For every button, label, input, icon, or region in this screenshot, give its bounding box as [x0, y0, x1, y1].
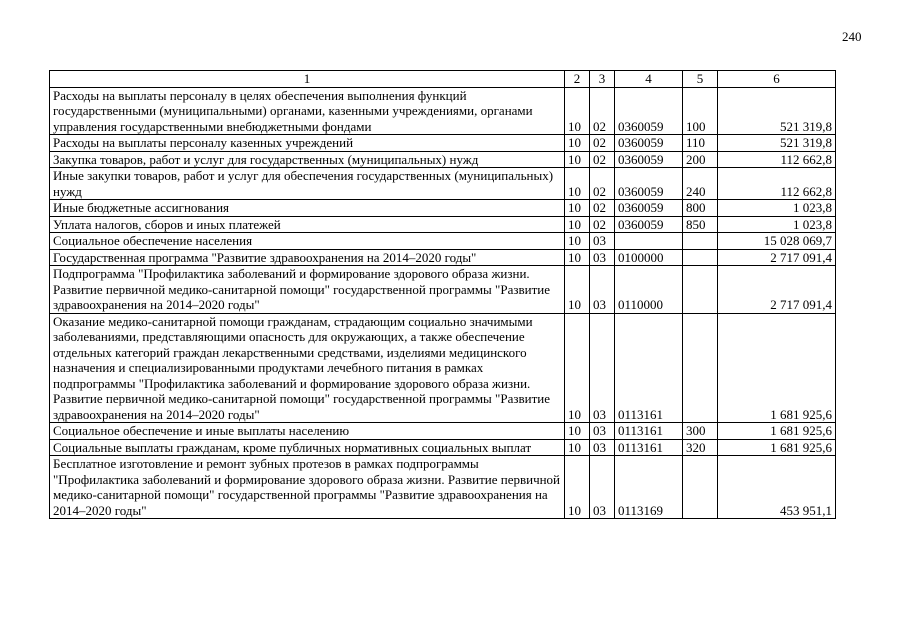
row-name: Социальное обеспечение населения — [50, 233, 565, 250]
row-expense-type — [683, 313, 718, 423]
row-amount: 2 717 091,4 — [718, 249, 836, 266]
row-amount: 1 681 925,6 — [718, 439, 836, 456]
row-expense-type: 800 — [683, 200, 718, 217]
row-target-article: 0360059 — [615, 216, 683, 233]
row-name: Расходы на выплаты персоналу казенных учреждений — [50, 135, 565, 152]
row-subsection: 02 — [590, 135, 615, 152]
row-amount: 1 681 925,6 — [718, 313, 836, 423]
row-expense-type — [683, 233, 718, 250]
row-target-article: 0360059 — [615, 168, 683, 200]
row-section: 10 — [565, 266, 590, 314]
row-subsection: 03 — [590, 266, 615, 314]
row-amount: 453 951,1 — [718, 456, 836, 519]
row-section: 10 — [565, 233, 590, 250]
table-row — [50, 266, 836, 314]
budget-table — [49, 70, 836, 519]
row-target-article: 0113161 — [615, 439, 683, 456]
row-expense-type: 850 — [683, 216, 718, 233]
row-name: Иные бюджетные ассигнования — [50, 200, 565, 217]
row-amount: 1 023,8 — [718, 200, 836, 217]
row-subsection: 03 — [590, 439, 615, 456]
row-section: 10 — [565, 249, 590, 266]
table-row — [50, 456, 836, 519]
row-subsection: 02 — [590, 87, 615, 135]
row-name: Уплата налогов, сборов и иных платежей — [50, 216, 565, 233]
row-name: Расходы на выплаты персоналу в целях обеспечения выполнения функций государственными (муниципальными) органами, казенными учреждениями, органами управления государственными внебюджетными фондами — [50, 87, 565, 135]
row-subsection: 03 — [590, 423, 615, 440]
row-subsection: 02 — [590, 200, 615, 217]
table-row — [50, 249, 836, 266]
row-name: Бесплатное изготовление и ремонт зубных протезов в рамках подпрограммы "Профилактика заболеваний и формирование здорового образа жизни. Развитие первичной медико-санитарной помощи" государственной программы "Развитие здравоохранения на 2014–2020 годы" — [50, 456, 565, 519]
row-expense-type: 100 — [683, 87, 718, 135]
page-number: 240 — [842, 29, 862, 44]
column-header-2: 2 — [565, 71, 590, 88]
row-amount: 2 717 091,4 — [718, 266, 836, 314]
column-header-1: 1 — [50, 71, 565, 88]
row-name: Социальные выплаты гражданам, кроме публичных нормативных социальных выплат — [50, 439, 565, 456]
row-name: Подпрограмма "Профилактика заболеваний и формирование здорового образа жизни. Развитие первичной медико-санитарной помощи" государственной программы "Развитие здравоохранения на 2014–2020 годы" — [50, 266, 565, 314]
row-amount: 112 662,8 — [718, 168, 836, 200]
row-expense-type — [683, 456, 718, 519]
row-subsection: 03 — [590, 313, 615, 423]
column-header-6: 6 — [718, 71, 836, 88]
row-target-article: 0360059 — [615, 135, 683, 152]
row-section: 10 — [565, 456, 590, 519]
row-expense-type: 320 — [683, 439, 718, 456]
row-expense-type — [683, 249, 718, 266]
row-target-article: 0113161 — [615, 313, 683, 423]
row-subsection: 03 — [590, 249, 615, 266]
row-name: Иные закупки товаров, работ и услуг для обеспечения государственных (муниципальных) нужд — [50, 168, 565, 200]
column-header-5: 5 — [683, 71, 718, 88]
row-section: 10 — [565, 313, 590, 423]
table-body — [50, 87, 836, 519]
row-section: 10 — [565, 151, 590, 168]
row-section: 10 — [565, 439, 590, 456]
row-target-article: 0360059 — [615, 200, 683, 217]
row-amount: 1 023,8 — [718, 216, 836, 233]
row-subsection: 03 — [590, 456, 615, 519]
row-section: 10 — [565, 423, 590, 440]
table-row — [50, 233, 836, 250]
table-row — [50, 439, 836, 456]
row-subsection: 02 — [590, 151, 615, 168]
row-target-article: 0113169 — [615, 456, 683, 519]
table-row — [50, 313, 836, 423]
row-expense-type: 110 — [683, 135, 718, 152]
row-expense-type: 200 — [683, 151, 718, 168]
row-section: 10 — [565, 216, 590, 233]
row-amount: 15 028 069,7 — [718, 233, 836, 250]
row-section: 10 — [565, 87, 590, 135]
row-target-article: 0100000 — [615, 249, 683, 266]
table-row — [50, 151, 836, 168]
row-target-article: 0360059 — [615, 87, 683, 135]
table-row — [50, 87, 836, 135]
row-amount: 521 319,8 — [718, 87, 836, 135]
column-header-3: 3 — [590, 71, 615, 88]
table-row — [50, 216, 836, 233]
row-target-article: 0110000 — [615, 266, 683, 314]
row-subsection: 03 — [590, 233, 615, 250]
row-expense-type: 240 — [683, 168, 718, 200]
row-amount: 1 681 925,6 — [718, 423, 836, 440]
row-name: Социальное обеспечение и иные выплаты населению — [50, 423, 565, 440]
row-section: 10 — [565, 168, 590, 200]
row-name: Оказание медико-санитарной помощи гражданам, страдающим социально значимыми заболеваниями, представляющими опасность для окружающих, а также обеспечение отдельных категорий граждан лекарственными средствами, изделиями медицинского назначения и специализированными продуктами лечебного питания в рамках подпрограммы "Профилактика заболеваний и формирование здорового образа жизни. Развитие первичной медико-санитарной помощи" государственной программы "Развитие здравоохранения на 2014–2020 годы" — [50, 313, 565, 423]
row-amount: 112 662,8 — [718, 151, 836, 168]
row-name: Закупка товаров, работ и услуг для государственных (муниципальных) нужд — [50, 151, 565, 168]
row-section: 10 — [565, 135, 590, 152]
table-row — [50, 423, 836, 440]
row-section: 10 — [565, 200, 590, 217]
row-amount: 521 319,8 — [718, 135, 836, 152]
row-subsection: 02 — [590, 216, 615, 233]
row-expense-type: 300 — [683, 423, 718, 440]
row-name: Государственная программа "Развитие здравоохранения на 2014–2020 годы" — [50, 249, 565, 266]
row-subsection: 02 — [590, 168, 615, 200]
table-row — [50, 135, 836, 152]
table-row — [50, 168, 836, 200]
column-header-4: 4 — [615, 71, 683, 88]
row-target-article: 0113161 — [615, 423, 683, 440]
table-row — [50, 200, 836, 217]
row-expense-type — [683, 266, 718, 314]
row-target-article — [615, 233, 683, 250]
table-header-row — [50, 71, 836, 88]
row-target-article: 0360059 — [615, 151, 683, 168]
